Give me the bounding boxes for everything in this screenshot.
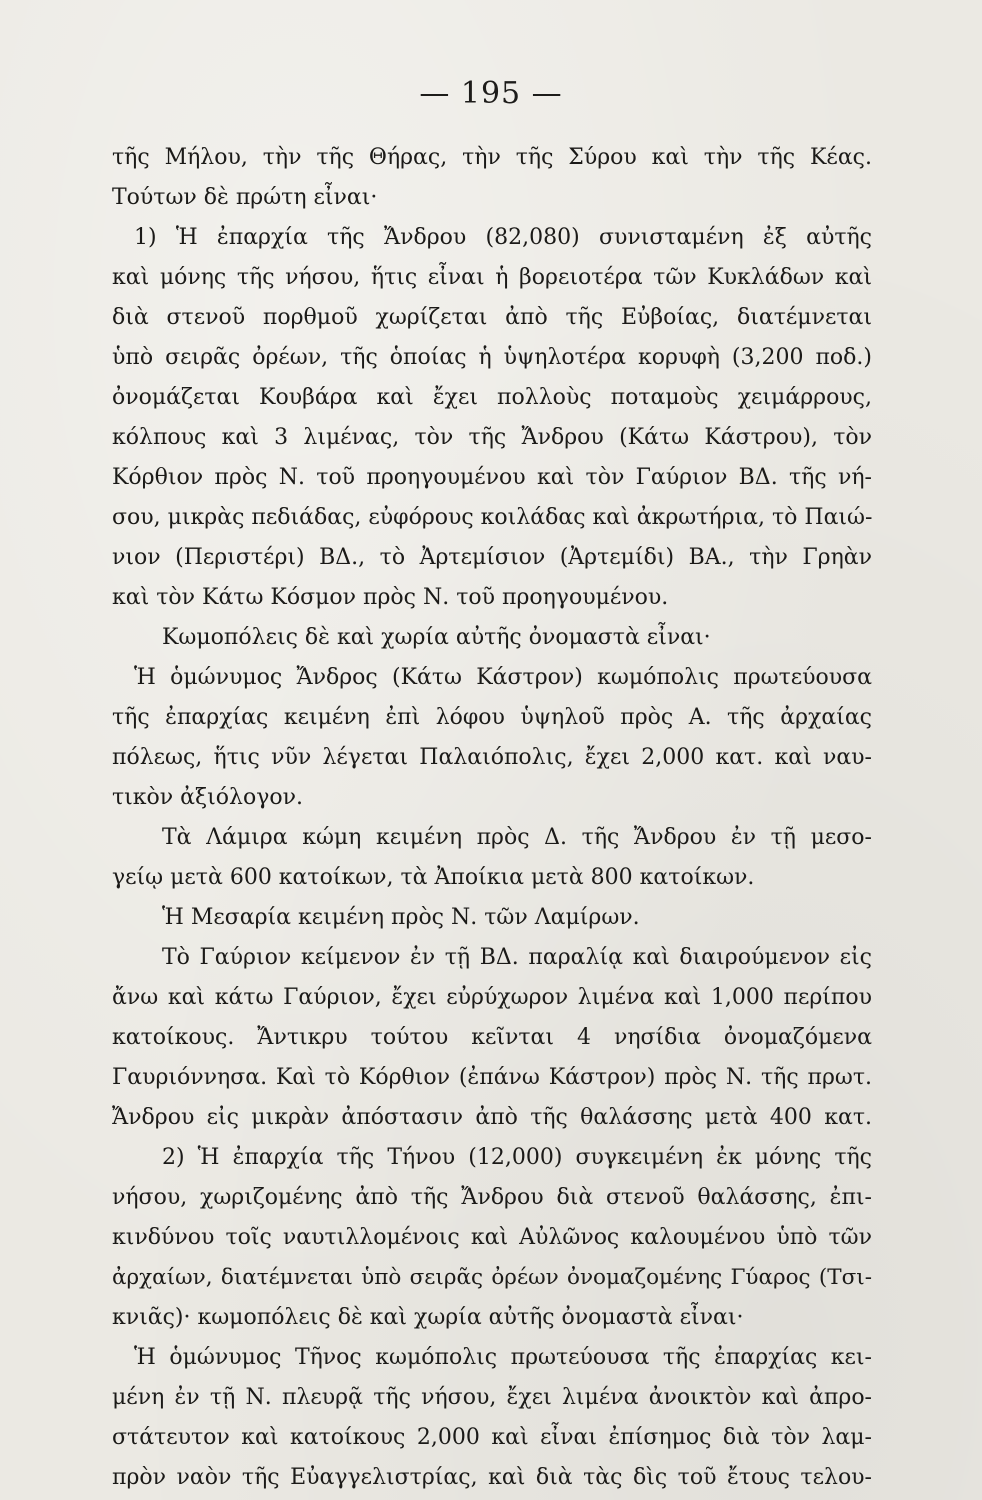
text-line: πόλεως, ἥτις νῦν λέγεται Παλαιόπολις, ἔχει 2,000 κατ. καὶ ναυ- — [112, 745, 872, 770]
text-line: Γαυριόννησα. Καὶ τὸ Κόρθιον (ἐπάνω Κάστρον) πρὸς Ν. τῆς πρωτ. — [112, 1065, 872, 1090]
text-line: ὀνομάζεται Κουβάρα καὶ ἔχει πολλοὺς ποταμοὺς χειμάρρους, — [112, 385, 872, 410]
body-text — [112, 138, 872, 1498]
text-line: 2) Ἡ ἐπαρχία τῆς Τήνου (12,000) συγκειμένη ἐκ μόνης τῆς — [162, 1145, 872, 1170]
text-line: ὑπὸ σειρᾶς ὀρέων, τῆς ὁποίας ἡ ὑψηλοτέρα κορυφὴ (3,200 ποδ.) — [112, 345, 872, 370]
text-line: πρὸν ναὸν τῆς Εὐαγγελιστρίας, καὶ διὰ τὰς δὶς τοῦ ἔτους τελου- — [112, 1465, 872, 1490]
text-line: Ἡ Μεσαρία κειμένη πρὸς Ν. τῶν Λαμίρων. — [162, 905, 640, 930]
text-line: τῆς Μήλου, τὴν τῆς Θήρας, τὴν τῆς Σύρου καὶ τὴν τῆς Κέας. — [112, 145, 872, 170]
text-line: κατοίκους. Ἄντικρυ τούτου κεῖνται 4 νησίδια ὀνομαζόμενα — [112, 1025, 872, 1050]
text-line: κινδύνου τοῖς ναυτιλλομένοις καὶ Αὐλῶνος καλουμένου ὑπὸ τῶν — [112, 1225, 872, 1250]
text-line: γείῳ μετὰ 600 κατοίκων, τὰ Ἀποίκια μετὰ 800 κατοίκων. — [112, 865, 755, 890]
text-line: Κωμοπόλεις δὲ καὶ χωρία αὐτῆς ὀνομαστὰ εἶναι· — [162, 625, 711, 650]
text-line: τικὸν ἀξιόλογον. — [112, 785, 303, 810]
text-line: τῆς ἐπαρχίας κειμένη ἐπὶ λόφου ὑψηλοῦ πρὸς Α. τῆς ἀρχαίας — [112, 705, 872, 730]
text-line: ἄνω καὶ κάτω Γαύριον, ἔχει εὐρύχωρον λιμένα καὶ 1,000 περίπου — [112, 985, 872, 1010]
text-line: στάτευτον καὶ κατοίκους 2,000 καὶ εἶναι ἐπίσημος διὰ τὸν λαμ- — [112, 1425, 872, 1450]
text-line: μένη ἐν τῇ Ν. πλευρᾷ τῆς νήσου, ἔχει λιμένα ἀνοικτὸν καὶ ἀπρο- — [112, 1385, 872, 1410]
text-line: Τούτων δὲ πρώτη εἶναι· — [112, 185, 378, 210]
text-line: Τὰ Λάμιρα κώμη κειμένη πρὸς Δ. τῆς Ἄνδρου ἐν τῇ μεσο- — [162, 825, 872, 850]
page-number: — 195 — — [419, 76, 563, 111]
text-line: ἀρχαίων, διατέμνεται ὑπὸ σειρᾶς ὀρέων ὀνομαζομένης Γύαρος (Τσι- — [112, 1265, 872, 1290]
text-line: καὶ μόνης τῆς νήσου, ἥτις εἶναι ἡ βορειοτέρα τῶν Κυκλάδων καὶ — [112, 265, 872, 290]
text-line: 1) Ἡ ἐπαρχία τῆς Ἄνδρου (82,080) συνισταμένη ἐξ αὐτῆς — [134, 225, 872, 250]
text-line: σου, μικρὰς πεδιάδας, εὐφόρους κοιλάδας καὶ ἀκρωτήρια, τὸ Παιώ- — [112, 505, 872, 530]
text-line: Τὸ Γαύριον κείμενον ἐν τῇ ΒΔ. παραλίᾳ καὶ διαιρούμενον εἰς — [162, 945, 872, 970]
text-line: Ἡ ὁμώνυμος Ἄνδρος (Κάτω Κάστρον) κωμόπολις πρωτεύουσα — [134, 665, 872, 690]
text-line: Ἄνδρου εἰς μικρὰν ἀπόστασιν ἀπὸ τῆς θαλάσσης μετὰ 400 κατ. — [112, 1105, 872, 1130]
text-line: νήσου, χωριζομένης ἀπὸ τῆς Ἄνδρου διὰ στενοῦ θαλάσσης, ἐπι- — [112, 1185, 872, 1210]
text-line: καὶ τὸν Κάτω Κόσμον πρὸς Ν. τοῦ προηγουμένου. — [112, 585, 669, 610]
text-line: κόλπους καὶ 3 λιμένας, τὸν τῆς Ἄνδρου (Κάτω Κάστρου), τὸν — [112, 425, 872, 450]
text-line: Ἡ ὁμώνυμος Τῆνος κωμόπολις πρωτεύουσα τῆς ἐπαρχίας κει- — [134, 1345, 872, 1370]
text-line: διὰ στενοῦ πορθμοῦ χωρίζεται ἀπὸ τῆς Εὐβοίας, διατέμνεται — [112, 305, 872, 330]
text-line: κνιᾶς)· κωμοπόλεις δὲ καὶ χωρία αὐτῆς ὀνομαστὰ εἶναι· — [112, 1305, 744, 1330]
text-line: Κόρθιον πρὸς Ν. τοῦ προηγουμένου καὶ τὸν Γαύριον ΒΔ. τῆς νή- — [112, 465, 872, 490]
text-line: νιον (Περιστέρι) ΒΔ., τὸ Ἀρτεμίσιον (Ἀρτεμίδι) ΒΑ., τὴν Γρηὰν — [112, 545, 872, 570]
